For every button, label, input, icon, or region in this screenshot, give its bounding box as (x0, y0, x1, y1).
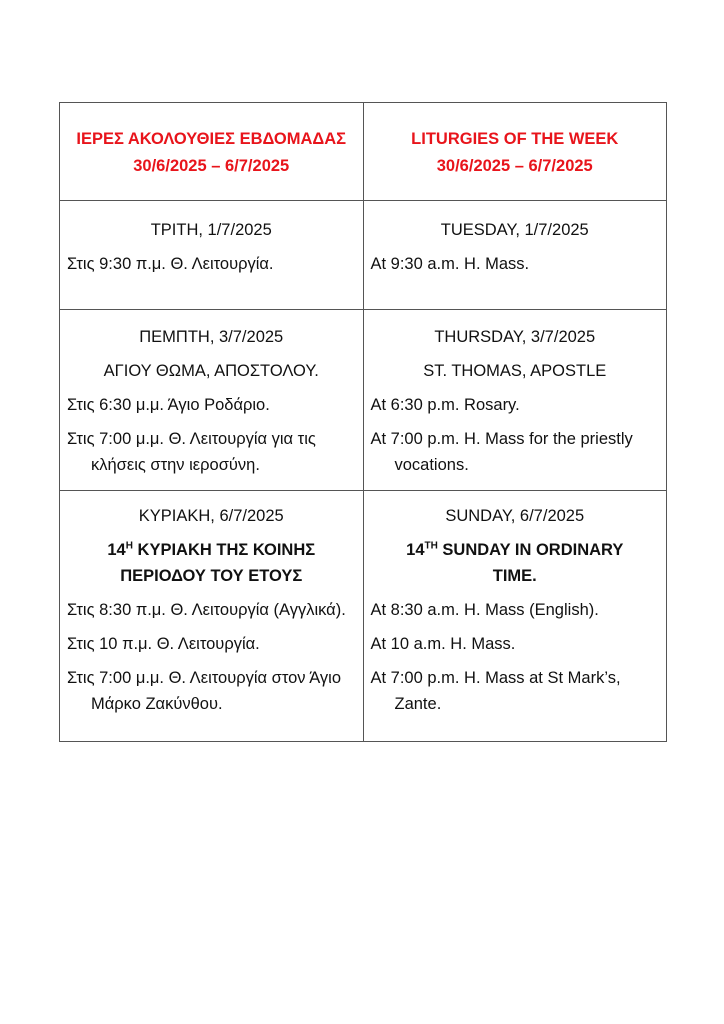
sunday-row (60, 491, 667, 742)
thursday-english-feast: ST. THOMAS, APOSTLE (423, 362, 607, 380)
english-title: LITURGIES OF THE WEEK (411, 129, 619, 148)
english-dates: 30/6/2025 – 6/7/2025 (436, 156, 593, 175)
sunday-greek-feast (67, 537, 356, 589)
thursday-english-cell (363, 310, 667, 491)
sunday-greek-item: Στις 10 π.μ. Θ. Λειτουργία. (67, 635, 260, 653)
tuesday-greek-cell (60, 201, 364, 310)
thursday-row (60, 310, 667, 491)
tuesday-greek-item: Στις 9:30 π.μ. Θ. Λειτουργία. (67, 255, 274, 273)
sunday-greek-item: Στις 8:30 π.μ. Θ. Λειτουργία (Αγγλικά). (67, 601, 346, 619)
thursday-greek-item: Στις 7:00 μ.μ. Θ. Λειτουργία για τις κλήσεις στην ιεροσύνη. (67, 430, 316, 474)
sunday-english-feast-suffix: TH (424, 540, 438, 552)
thursday-greek-day: ΠΕΜΠΤΗ, 3/7/2025 (139, 328, 284, 346)
thursday-greek-cell (60, 310, 364, 491)
greek-title: ΙΕΡΕΣ ΑΚΟΛΟΥΘΙΕΣ ΕΒΔΟΜΑΔΑΣ (76, 129, 347, 148)
tuesday-greek-day: ΤΡΙΤΗ, 1/7/2025 (150, 221, 272, 239)
sunday-english-feast-line1: SUNDAY IN ORDINARY (437, 541, 624, 559)
thursday-greek-item: Στις 6:30 μ.μ. Άγιο Ροδάριο. (67, 396, 270, 414)
thursday-english-day: THURSDAY, 3/7/2025 (434, 328, 596, 346)
english-header-cell (363, 103, 667, 201)
liturgy-schedule-table (59, 102, 667, 742)
tuesday-english-item: At 9:30 a.m. H. Mass. (370, 255, 530, 273)
thursday-greek-feast: ΑΓΙΟΥ ΘΩΜΑ, ΑΠΟΣΤΟΛΟΥ. (103, 362, 319, 380)
sunday-greek-feast-number: 14 (107, 541, 126, 559)
sunday-greek-feast-line1: ΚΥΡΙΑΚΗ ΤΗΣ ΚΟΙΝΗΣ (132, 541, 316, 559)
sunday-english-item: At 8:30 a.m. H. Mass (English). (370, 601, 599, 619)
greek-header-cell (60, 103, 364, 201)
greek-dates: 30/6/2025 – 6/7/2025 (133, 156, 290, 175)
sunday-english-item: At 10 a.m. H. Mass. (370, 635, 516, 653)
tuesday-english-day: TUESDAY, 1/7/2025 (440, 221, 589, 239)
sunday-english-feast-line2: TIME. (492, 567, 537, 585)
sunday-english-cell (363, 491, 667, 742)
tuesday-english-cell (363, 201, 667, 310)
tuesday-row (60, 201, 667, 310)
sunday-greek-feast-line2: ΠΕΡΙΟΔΟΥ ΤΟΥ ΕΤΟΥΣ (120, 567, 303, 585)
sunday-english-item: At 7:00 p.m. H. Mass at St Mark’s, Zante. (370, 669, 621, 713)
thursday-english-item: At 6:30 p.m. Rosary. (370, 396, 520, 414)
sunday-greek-cell (60, 491, 364, 742)
sunday-english-feast (371, 537, 660, 589)
sunday-english-feast-number: 14 (406, 541, 425, 559)
thursday-english-item: At 7:00 p.m. H. Mass for the priestly vocations. (370, 430, 633, 474)
sunday-greek-item: Στις 7:00 μ.μ. Θ. Λειτουργία στον Άγιο Μάρκο Ζακύνθου. (67, 669, 342, 713)
header-row (60, 103, 667, 201)
sunday-greek-feast-suffix: Η (125, 540, 133, 552)
sunday-greek-day: ΚΥΡΙΑΚΗ, 6/7/2025 (138, 507, 284, 525)
sunday-english-day: SUNDAY, 6/7/2025 (445, 507, 585, 525)
